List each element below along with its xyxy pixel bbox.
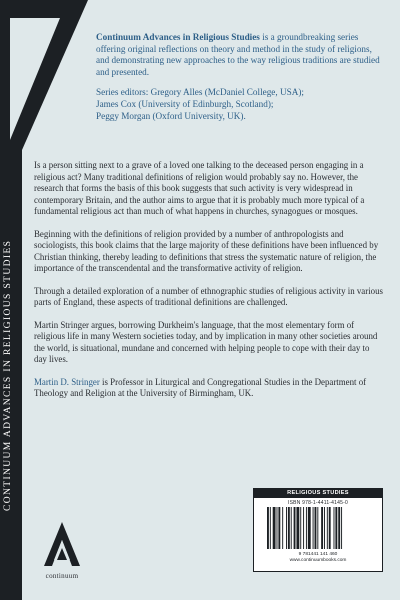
spine-area <box>0 0 28 600</box>
series-name: Continuum Advances in Religious Studies <box>96 32 260 42</box>
blurb-paragraph-2: Beginning with the definitions of religion provided by a number of anthropologists and sociologists, this book claims that the large majority of these definitions have been influenced by Christian thinking, thereby leading to definitions that stress the systematic nature of religion, the importance of the transcendental and the transformative activity of religion. <box>34 228 379 273</box>
publisher-website: www.continuumbooks.com <box>289 558 347 563</box>
barcode-box <box>253 488 383 572</box>
series-description <box>96 32 386 122</box>
series-editors <box>96 87 386 122</box>
subject-category: RELIGIOUS STUDIES <box>254 489 382 498</box>
blurb-paragraph-3: Through a detailed exploration of a number of ethnographic studies of religious activity in various parts of England, these aspects of traditional definitions are challenged. <box>34 285 383 307</box>
author-name: Martin D. Stringer <box>34 376 100 387</box>
book-blurb <box>34 160 384 411</box>
series-editors-line-3: Peggy Morgan (Oxford University, UK). <box>96 110 246 121</box>
author-bio <box>34 377 384 400</box>
series-editors-line-2: James Cox (University of Edinburgh, Scotland); <box>96 98 274 109</box>
series-intro <box>96 32 386 78</box>
continuum-logo-icon <box>40 520 84 570</box>
series-editors-line-1: Series editors: Gregory Alles (McDaniel College, USA); <box>96 87 304 98</box>
isbn-text: ISBN 978-1-4411-4145-0 <box>288 500 348 506</box>
publisher-name: continuum <box>45 572 79 580</box>
blurb-paragraph-1: Is a person sitting next to a grave of a loved one talking to the deceased person engaging in a religious act? Many traditional definitions of religion would probably say no. However, the research that forms the basis of this book suggests that such activity is very widespread in contemporary Britain, and the author aims to argue that it is probably much more typical of a fundamental religious act than much of what happens in churches, synagogues or mosques. <box>34 160 365 216</box>
spine-title: CONTINUUM ADVANCES IN RELIGIOUS STUDIES <box>3 239 13 511</box>
author-bio-text: is Professor in Liturgical and Congregational Studies in the Department of Theology and Religion at the University of Birmingham, UK. <box>34 376 367 398</box>
chevron-logo-icon <box>0 0 92 150</box>
barcode-icon <box>263 507 373 551</box>
barcode-number: 9 781441 141 460 <box>298 552 338 557</box>
blurb-paragraph-4: Martin Stringer argues, borrowing Durkheim's language, that the most elementary form of religious life in many Western societies today, and by implication in many other societies around the world, is situational, mundane and concerned with helping people to cope with their day to day lives. <box>34 319 378 364</box>
series-intro-text: is a groundbreaking series offering original reflections on theory and method in the study of religions, and demonstrating new approaches to the way religious traditions are studied and presented. <box>96 32 380 77</box>
